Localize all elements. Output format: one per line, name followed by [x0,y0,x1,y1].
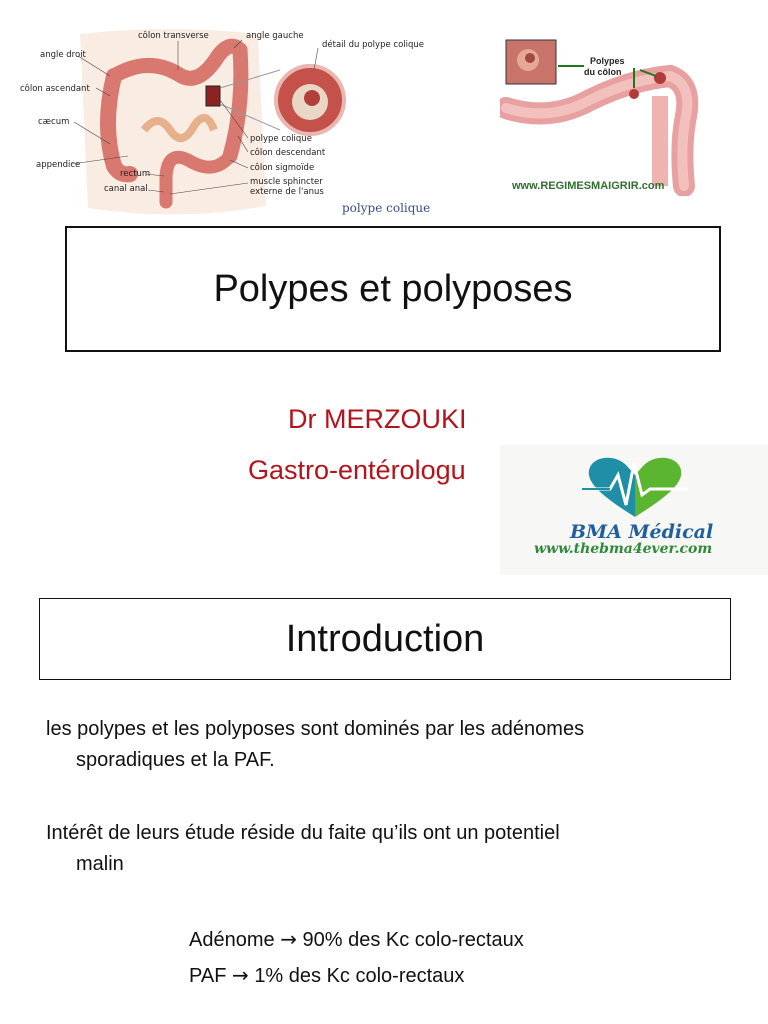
polypes-label-line1: Polypes [590,56,625,66]
section-title: Introduction [285,617,485,660]
label-caecum: cæcum [38,117,70,127]
label-colon-sigmoide: côlon sigmoïde [250,163,315,173]
paragraph-1 [46,714,746,776]
label-rectum: rectum [120,169,151,179]
colon-polyps-figure [500,36,702,196]
title-box [65,226,721,352]
author-role: Gastro-entérologu [248,455,466,485]
paragraph-2-line1: Intérêt de leurs étude réside du faite qu’ils ont un potentiel [46,822,560,844]
stat-label: PAF [189,965,227,987]
label-externe-anus: externe de l'anus [250,187,324,197]
paragraph-1-line1: les polypes et les polyposes sont dominés par les adénomes [46,718,585,740]
figure-caption: polype colique [342,201,431,215]
label-colon-ascendant: côlon ascendant [20,84,90,94]
author-name: Dr MERZOUKI [288,404,467,434]
stat-value: 90% des Kc colo-rectaux [302,929,524,951]
label-colon-transverse: côlon transverse [138,31,209,41]
paragraph-2 [46,818,746,880]
regimesmaigrir-watermark: www.REGIMESMAIGRIR.com [512,180,665,192]
colon-anatomy-figure [18,26,438,218]
logo-url: www.thebma4ever.com [534,541,713,557]
heart-logo-icon [580,451,690,521]
polypes-label-line2: du côlon [584,67,622,77]
stat-line-adenome [189,924,524,956]
label-polype-colique: polype colique [250,134,312,144]
logo-brand-name: BMA Médical [570,521,714,543]
label-angle-droit: angle droit [40,50,86,60]
paragraph-1-line2: sporadiques et la PAF. [76,749,275,771]
page-title: Polypes et polyposes [213,267,573,310]
bma-medical-logo [500,445,768,575]
stat-line-paf [189,960,464,992]
stat-value: 1% des Kc colo-rectaux [254,965,465,987]
section-title-box [39,598,731,680]
label-canal-anal: canal anal [104,184,148,194]
stat-label: Adénome [189,929,275,951]
label-colon-descendant: côlon descendant [250,148,326,158]
paragraph-2-line2: malin [76,853,124,875]
arrow-right-icon: → [280,927,297,951]
label-appendice: appendice [36,160,81,170]
arrow-right-icon: → [231,963,249,987]
label-muscle-sphincter: muscle sphincter [250,177,323,187]
label-angle-gauche: angle gauche [246,31,304,41]
label-detail-polype: détail du polype colique [322,40,424,50]
